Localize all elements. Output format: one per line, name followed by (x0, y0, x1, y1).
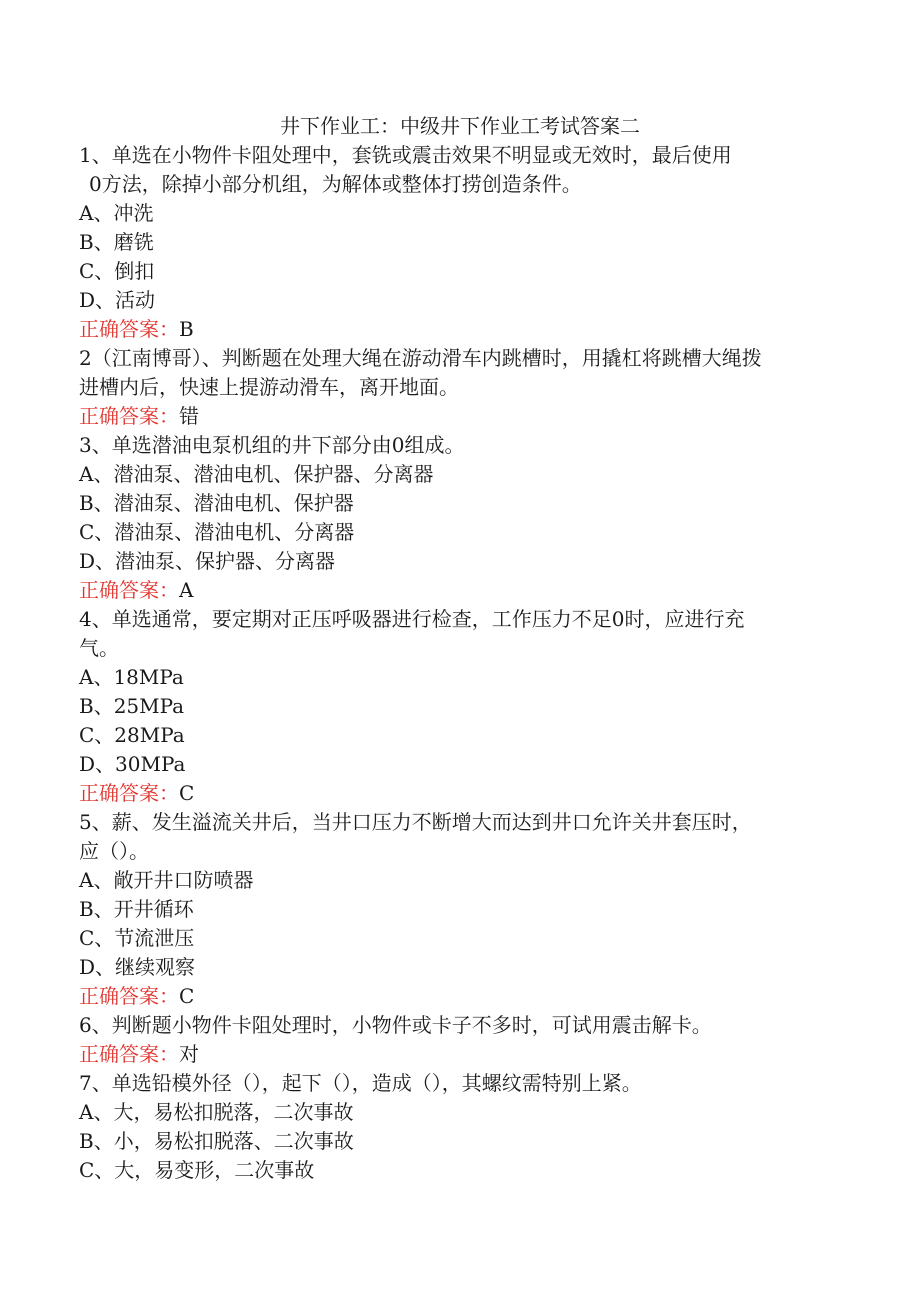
question-1-option-a: A、冲洗 (79, 201, 154, 225)
answer-value: B (179, 317, 194, 341)
answer-label: 正确答案： (79, 317, 179, 341)
question-5-text-line-1: 5、薪、发生溢流关井后，当井口压力不断增大而达到井口允许关井套压时， (79, 810, 752, 834)
answer-label: 正确答案： (79, 781, 179, 805)
question-2-answer (79, 402, 839, 431)
answer-value: 错 (179, 404, 199, 428)
question-4-text-line-1: 4、单选通常，要定期对正压呼吸器进行检查，工作压力不足0时，应进行充 (79, 607, 745, 631)
question-3-option-b: B、潜油泵、潜油电机、保护器 (79, 491, 354, 515)
question-3-option-a: A、潜油泵、潜油电机、保护器、分离器 (79, 462, 434, 486)
answer-label: 正确答案： (79, 984, 179, 1008)
question-4-option-a: A、18MPa (79, 665, 184, 689)
question-5-option-b: B、开井循环 (79, 897, 194, 921)
question-4-option-b: B、25MPa (79, 694, 185, 718)
question-3-option-d: D、潜油泵、保护器、分离器 (79, 549, 336, 573)
answer-label: 正确答案： (79, 404, 179, 428)
question-5-option-d: D、继续观察 (79, 955, 196, 979)
question-1-text-line-2: 0方法，除掉小部分机组，为解体或整体打捞创造条件。 (89, 172, 582, 196)
question-2-text-line-1: 2（江南博哥）、判断题在处理大绳在游动滑车内跳槽时，用撬杠将跳槽大绳拨 (79, 346, 762, 370)
answer-value: A (179, 578, 194, 602)
answer-label: 正确答案： (79, 1042, 179, 1066)
document-title: 井下作业工：中级井下作业工考试答案二 (280, 114, 640, 138)
answer-label: 正确答案： (79, 578, 179, 602)
question-4-text-line-2: 气。 (79, 636, 119, 660)
question-6-text-line-1: 6、判断题小物件卡阻处理时，小物件或卡子不多时，可试用震击解卡。 (79, 1013, 712, 1037)
question-5-option-c: C、节流泄压 (79, 926, 195, 950)
question-2-text-line-2: 进槽内后，快速上提游动滑车，离开地面。 (79, 375, 459, 399)
question-1-option-d: D、活动 (79, 288, 156, 312)
question-5-option-a: A、敞开井口防喷器 (79, 868, 254, 892)
question-1-option-b: B、磨铣 (79, 230, 154, 254)
question-5-answer (79, 982, 839, 1011)
question-4-answer (79, 779, 839, 808)
question-3-text-line-1: 3、单选潜油电泵机组的井下部分由0组成。 (79, 433, 465, 457)
question-list (79, 141, 839, 1185)
question-7-option-c: C、大，易变形，二次事故 (79, 1158, 315, 1182)
question-7-option-a: A、大，易松扣脱落，二次事故 (79, 1100, 354, 1124)
question-1-text-line-1: 1、单选在小物件卡阻处理中，套铣或震击效果不明显或无效时，最后使用 (79, 143, 732, 167)
answer-value: C (179, 781, 195, 805)
question-1-option-c: C、倒扣 (79, 259, 155, 283)
question-7-text-line-1: 7、单选铅模外径（），起下（），造成（），其螺纹需特别上紧。 (79, 1071, 642, 1095)
question-4-option-d: D、30MPa (79, 752, 186, 776)
question-3-answer (79, 576, 839, 605)
question-3-option-c: C、潜油泵、潜油电机、分离器 (79, 520, 355, 544)
question-7-option-b: B、小，易松扣脱落、二次事故 (79, 1129, 354, 1153)
question-5-text-line-2: 应（）。 (79, 839, 149, 863)
question-4-option-c: C、28MPa (79, 723, 185, 747)
answer-value: C (179, 984, 195, 1008)
question-1-answer (79, 315, 839, 344)
answer-value: 对 (179, 1042, 199, 1066)
question-6-answer (79, 1040, 839, 1069)
